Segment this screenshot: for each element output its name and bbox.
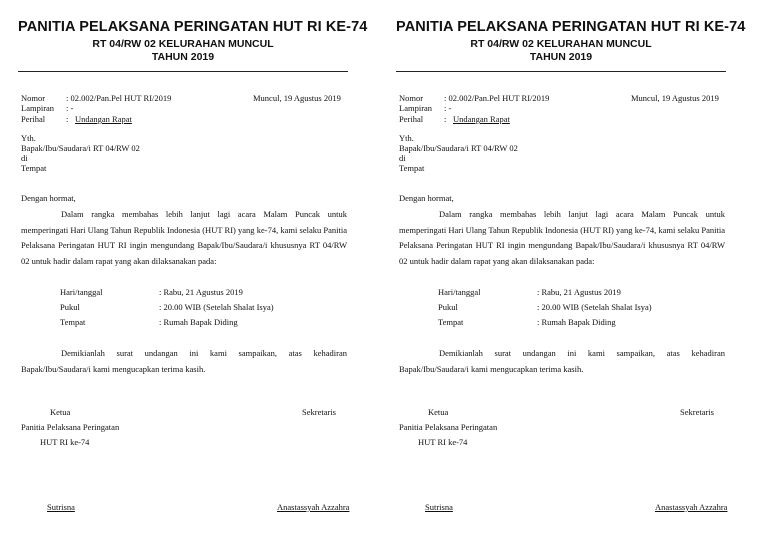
nomor-label: Nomor	[399, 93, 424, 103]
sekretaris-title: Sekretaris	[680, 407, 714, 417]
detail-value-pukul: : 20.00 WIB (Setelah Shalat Isya)	[159, 302, 274, 312]
lampiran-label: Lampiran	[399, 103, 433, 113]
letter-left	[18, 0, 368, 546]
ketua-name: Sutrisna	[47, 502, 75, 512]
perihal-label: Perihal	[21, 114, 46, 124]
ketua-title: Ketua	[50, 407, 71, 417]
ketua-title: Ketua	[428, 407, 449, 417]
letter-year: TAHUN 2019	[529, 51, 593, 63]
detail-label-hari: Hari/tanggal	[60, 287, 103, 297]
detail-label-tempat: Tempat	[60, 317, 86, 327]
body-text: Dalam rangka membahas lebih lanjut lagi acara Malam Puncak untuk memperingati Hari Ulang Tahun Republik Indonesia (HUT RI) yang ke-74, kami selaku Panitia Pelaksana Peringatan HUT RI ingin mengundang Bapak/Ibu/Saudara/i khususnya RT 04/RW 02 untuk hadir dalam rapat yang akan dilaksanakan pada:	[21, 209, 347, 266]
ketua-name: Sutrisna	[425, 502, 453, 512]
header-divider	[18, 71, 348, 72]
recipient-tempat: Tempat	[399, 163, 425, 173]
nomor-label: Nomor	[21, 93, 46, 103]
sekretaris-name: Anastassyah Azzahra	[655, 502, 728, 512]
detail-value-tempat: : Rumah Bapak Diding	[537, 317, 616, 327]
recipient-to: Bapak/Ibu/Saudara/i RT 04/RW 02	[21, 143, 140, 153]
detail-label-hari: Hari/tanggal	[438, 287, 481, 297]
perihal-value: Undangan Rapat	[453, 114, 510, 124]
org-line-2: HUT RI ke-74	[40, 437, 90, 447]
detail-value-tempat: : Rumah Bapak Diding	[159, 317, 238, 327]
org-line-1: Panitia Pelaksana Peringatan	[21, 422, 120, 432]
closing-paragraph	[21, 346, 347, 377]
lampiran-value: : -	[444, 103, 452, 113]
recipient-yth: Yth.	[21, 133, 36, 143]
detail-value-pukul: : 20.00 WIB (Setelah Shalat Isya)	[537, 302, 652, 312]
detail-value-hari: : Rabu, 21 Agustus 2019	[159, 287, 243, 297]
recipient-di: di	[399, 153, 406, 163]
recipient-to: Bapak/Ibu/Saudara/i RT 04/RW 02	[399, 143, 518, 153]
letter-title: PANITIA PELAKSANA PERINGATAN HUT RI KE-74	[18, 19, 368, 35]
sekretaris-title: Sekretaris	[302, 407, 336, 417]
org-line-2: HUT RI ke-74	[418, 437, 468, 447]
body-paragraph	[21, 207, 347, 269]
detail-value-hari: : Rabu, 21 Agustus 2019	[537, 287, 621, 297]
org-line-1: Panitia Pelaksana Peringatan	[399, 422, 498, 432]
closing-paragraph	[399, 346, 725, 377]
letter-address: RT 04/RW 02 KELURAHAN MUNCUL	[470, 38, 652, 50]
recipient-tempat: Tempat	[21, 163, 47, 173]
letter-title: PANITIA PELAKSANA PERINGATAN HUT RI KE-74	[396, 19, 746, 35]
letter-address: RT 04/RW 02 KELURAHAN MUNCUL	[92, 38, 274, 50]
sekretaris-name: Anastassyah Azzahra	[277, 502, 350, 512]
greeting: Dengan hormat,	[399, 193, 454, 203]
letter-right	[396, 0, 746, 546]
perihal-label: Perihal	[399, 114, 424, 124]
recipient-yth: Yth.	[399, 133, 414, 143]
detail-label-tempat: Tempat	[438, 317, 464, 327]
body-paragraph	[399, 207, 725, 269]
letter-year: TAHUN 2019	[151, 51, 215, 63]
lampiran-label: Lampiran	[21, 103, 55, 113]
nomor-value: : 02.002/Pan.Pel HUT RI/2019	[66, 93, 172, 103]
place-date: Muncul, 19 Agustus 2019	[631, 93, 719, 103]
perihal-value: Undangan Rapat	[75, 114, 132, 124]
header-divider	[396, 71, 726, 72]
perihal-colon: :	[66, 114, 69, 124]
body-text: Dalam rangka membahas lebih lanjut lagi acara Malam Puncak untuk memperingati Hari Ulang Tahun Republik Indonesia (HUT RI) yang ke-74, kami selaku Panitia Pelaksana Peringatan HUT RI ingin mengundang Bapak/Ibu/Saudara/i khususnya RT 04/RW 02 untuk hadir dalam rapat yang akan dilaksanakan pada:	[399, 209, 725, 266]
perihal-colon: :	[444, 114, 447, 124]
lampiran-value: : -	[66, 103, 74, 113]
closing-text: Demikianlah surat undangan ini kami sampaikan, atas kehadiran Bapak/Ibu/Saudara/i kami mengucapkan terima kasih.	[399, 348, 725, 374]
place-date: Muncul, 19 Agustus 2019	[253, 93, 341, 103]
closing-text: Demikianlah surat undangan ini kami sampaikan, atas kehadiran Bapak/Ibu/Saudara/i kami mengucapkan terima kasih.	[21, 348, 347, 374]
recipient-di: di	[21, 153, 28, 163]
detail-label-pukul: Pukul	[438, 302, 458, 312]
nomor-value: : 02.002/Pan.Pel HUT RI/2019	[444, 93, 550, 103]
detail-label-pukul: Pukul	[60, 302, 80, 312]
greeting: Dengan hormat,	[21, 193, 76, 203]
